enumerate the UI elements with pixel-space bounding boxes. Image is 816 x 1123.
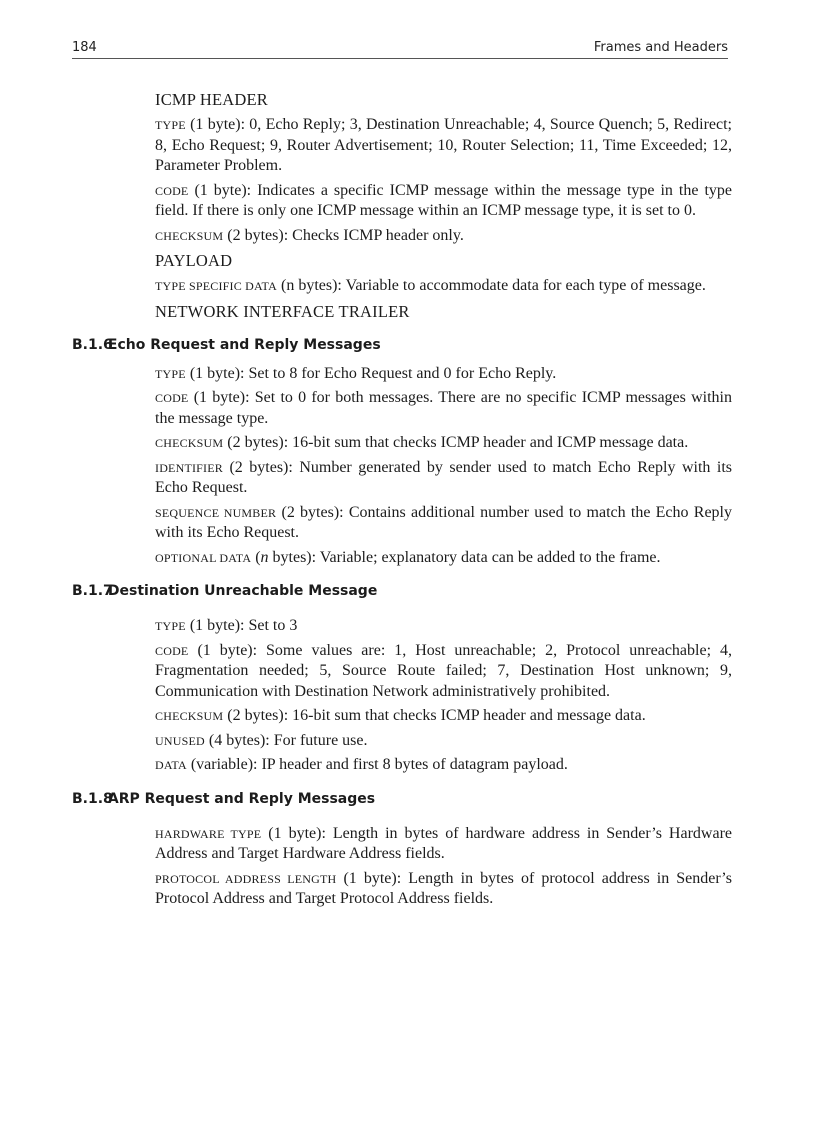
field-label: TYPE xyxy=(155,619,186,633)
section-heading-b17 xyxy=(72,582,732,600)
field-description: (n bytes): Variable to accommodate data for each type of message. xyxy=(277,277,706,294)
field-label: HARDWARE TYPE xyxy=(155,826,262,841)
icmp-header-heading: ICMP HEADER xyxy=(155,90,268,109)
field-entry xyxy=(155,181,732,222)
section-title: ARP Request and Reply Messages xyxy=(107,790,376,807)
payload-heading: PAYLOAD xyxy=(155,251,233,270)
field-entry xyxy=(155,755,732,776)
field-entry xyxy=(155,641,732,703)
section-title: Echo Request and Reply Messages xyxy=(107,336,381,353)
field-description: (1 byte): Indicates a specific ICMP message within the message type in the type field. If there is only one ICMP message within an ICMP message type, it is set to 0. xyxy=(155,181,732,219)
field-description: (1 byte): Set to 8 for Echo Request and 0 for Echo Reply. xyxy=(185,364,557,382)
page-number: 184 xyxy=(72,40,97,55)
field-label: OPTIONAL DATA xyxy=(155,550,252,565)
field-label: CHECKSUM xyxy=(155,228,224,243)
running-header xyxy=(72,38,728,59)
field-description: (2 bytes): 16-bit sum that checks ICMP header and ICMP message data. xyxy=(223,434,689,451)
field-label: IDENTIFIER xyxy=(155,460,223,475)
field-label: CHECKSUM xyxy=(155,709,224,723)
field-entry xyxy=(155,115,732,177)
field-label: UNUSED xyxy=(155,733,205,748)
section-heading-b16 xyxy=(72,336,732,354)
field-description: (4 bytes): For future use. xyxy=(204,731,368,749)
running-title: Frames and Headers xyxy=(593,40,728,55)
section-heading-b18 xyxy=(72,790,732,808)
field-entry xyxy=(155,706,732,727)
field-label: PROTOCOL ADDRESS LENGTH xyxy=(155,871,337,886)
field-description: (2 bytes): Number generated by sender used to match Echo Reply with its Echo Request. xyxy=(155,458,732,496)
field-description: (2 bytes): Contains additional number used to match the Echo Reply with its Echo Request. xyxy=(155,503,732,541)
field-label: DATA xyxy=(155,758,187,772)
field-description: (1 byte): Set to 0 for both messages. There are no specific ICMP messages within the message type. xyxy=(155,389,732,427)
field-entry xyxy=(155,503,732,544)
field-label: TYPE SPECIFIC DATA xyxy=(155,279,277,293)
trailer-heading: NETWORK INTERFACE TRAILER xyxy=(155,301,410,321)
field-entry xyxy=(155,869,732,910)
field-label: CODE xyxy=(155,391,189,405)
field-label: SEQUENCE NUMBER xyxy=(155,505,277,520)
field-description: (1 byte): 0, Echo Reply; 3, Destination Unreachable; 4, Source Quench; 5, Redirect; 8, Echo Request; 9, Router Advertisement; 10, Router Selection; 11, Time Exceeded; 12, Parameter Problem. xyxy=(155,116,732,174)
field-entry xyxy=(155,364,732,385)
field-label: CODE xyxy=(155,643,189,658)
field-label: CHECKSUM xyxy=(155,436,224,450)
field-entry xyxy=(155,276,732,297)
field-entry xyxy=(155,226,732,247)
field-description: (1 byte): Some values are: 1, Host unreachable; 2, Protocol unreachable; 4, Fragmentation needed; 5, Source Route failed; 7, Destination Host unknown; 9, Communication with Destination Network administratively prohibited. xyxy=(155,641,732,700)
field-description: (1 byte): Length in bytes of hardware address in Sender’s Hardware Address and Target Hardware Address fields. xyxy=(155,824,732,862)
field-label: TYPE xyxy=(155,118,186,132)
field-description: (2 bytes): Checks ICMP header only. xyxy=(223,226,464,244)
field-entry xyxy=(155,433,732,454)
field-description: (variable): IP header and first 8 bytes of datagram payload. xyxy=(186,756,568,773)
section-number: B.1.6 xyxy=(72,336,113,353)
field-label: CODE xyxy=(155,183,189,198)
field-description: bytes): Variable; explanatory data can be added to the frame. xyxy=(268,548,661,566)
section-number: B.1.7 xyxy=(72,583,113,599)
field-description: (1 byte): Set to 3 xyxy=(185,617,298,634)
field-description-open: ( xyxy=(251,548,261,566)
field-entry xyxy=(155,616,732,637)
field-entry xyxy=(155,388,732,429)
page-body xyxy=(72,89,732,914)
section-number: B.1.8 xyxy=(72,790,113,807)
field-description: (2 bytes): 16-bit sum that checks ICMP header and message data. xyxy=(223,707,646,724)
field-entry xyxy=(155,731,732,752)
field-entry xyxy=(155,458,732,499)
field-label: TYPE xyxy=(155,366,186,381)
section-title: Destination Unreachable Message xyxy=(107,583,378,599)
field-description: (1 byte): Length in bytes of protocol address in Sender’s Protocol Address and Target Protocol Address fields. xyxy=(155,869,732,907)
field-entry xyxy=(155,548,732,569)
italic-n: n xyxy=(260,548,269,566)
field-entry xyxy=(155,824,732,865)
